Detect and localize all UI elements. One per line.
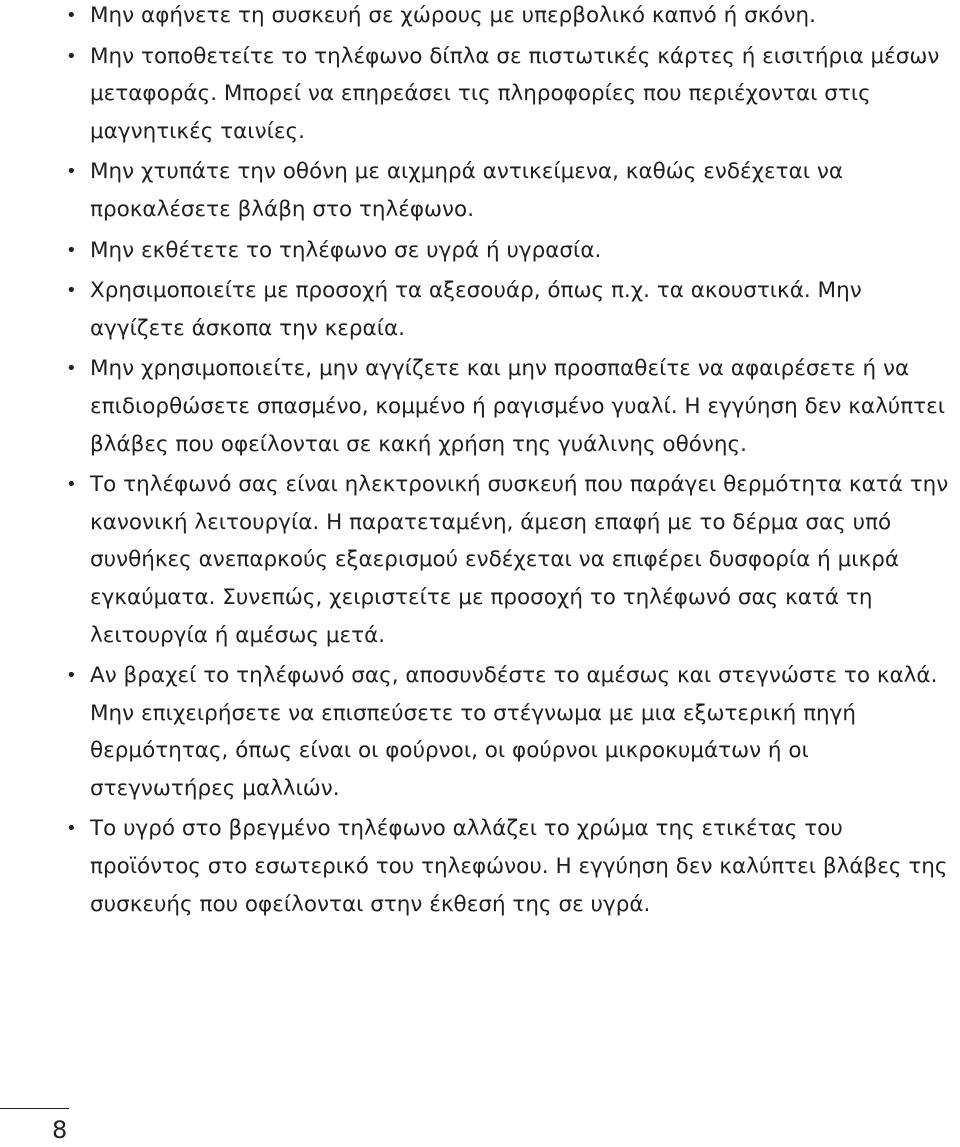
bullet-icon: •: [66, 5, 77, 26]
bullet-icon: •: [66, 474, 77, 496]
list-item: [66, 657, 956, 807]
bullet-icon: •: [66, 665, 77, 687]
list-item: [66, 38, 956, 151]
bullet-icon: •: [66, 358, 77, 380]
bullet-text: Το τηλέφωνό σας είναι ηλεκτρονική συσκευή που παράγει θερμότητα κατά την κανονική λειτουργία. Η παρατεταμένη, άμεση επαφή με το δέρμα σας υπό συνθήκες ανεπαρκούς εξαερισμού ενδέχεται να επιφέρει δυσφορία ή μικρά εγκαύματα. Συνεπώς, χειριστείτε με προσοχή το τηλέφωνό σας κατά τη λειτουργία ή αμέσως μετά.: [90, 472, 949, 648]
list-item: [66, 153, 956, 228]
footer-divider: [0, 1108, 69, 1109]
bullet-text: Μην εκθέτετε το τηλέφωνο σε υγρά ή υγρασία.: [90, 237, 602, 263]
list-item: [66, 232, 956, 270]
bullet-text: Χρησιμοποιείτε με προσοχή τα αξεσουάρ, όπως π.χ. τα ακουστικά. Μην αγγίζετε άσκοπα την κεραία.: [90, 278, 862, 341]
list-item: [66, 466, 956, 654]
bullet-icon: •: [66, 239, 77, 261]
bullet-text: Μην αφήνετε τη συσκευή σε χώρους με υπερβολικό καπνό ή σκόνη.: [90, 3, 817, 28]
bullet-text: Μην τοποθετείτε το τηλέφωνο δίπλα σε πιστωτικές κάρτες ή εισιτήρια μέσων μεταφοράς. Μπορεί να επηρεάσει τις πληροφορίες που περιέχονται στις μαγνητικές ταινίες.: [90, 43, 940, 144]
bullet-icon: •: [66, 45, 77, 67]
list-item: [66, 810, 956, 923]
bullet-text: Μην χτυπάτε την οθόνη με αιχμηρά αντικείμενα, καθώς ενδέχεται να προκαλέσετε βλάβη στο τηλέφωνο.: [90, 159, 844, 222]
bullet-text: Το υγρό στο βρεγμένο τηλέφωνο αλλάζει το χρώμα της ετικέτας του προϊόντος στο εσωτερικό του τηλεφώνου. Η εγγύηση δεν καλύπτει βλάβες της συσκευής που οφείλονται στην έκθεσή της σε υγρά.: [90, 816, 948, 917]
bullet-icon: •: [66, 280, 77, 302]
bullet-icon: •: [66, 818, 77, 840]
safety-bullet-list: [66, 0, 956, 923]
list-item: [66, 350, 956, 463]
page-number: 8: [52, 1116, 68, 1144]
list-item: [66, 0, 956, 35]
bullet-text: Αν βραχεί το τηλέφωνό σας, αποσυνδέστε το αμέσως και στεγνώστε το καλά. Μην επιχειρήσετε να επισπεύσετε το στέγνωμα με μια εξωτερική πηγή θερμότητας, όπως είναι οι φούρνοι, οι φούρνοι μικροκυμάτων ή οι στεγνωτήρες μαλλιών.: [90, 663, 938, 801]
list-item: [66, 272, 956, 347]
bullet-icon: •: [66, 161, 77, 183]
bullet-text: Μην χρησιμοποιείτε, μην αγγίζετε και μην προσπαθείτε να αφαιρέσετε ή να επιδιορθώσετε σπασμένο, κομμένο ή ραγισμένο γυαλί. Η εγγύηση δεν καλύπτει βλάβες που οφείλονται σε κακή χρήση της γυάλινης οθόνης.: [90, 356, 946, 457]
